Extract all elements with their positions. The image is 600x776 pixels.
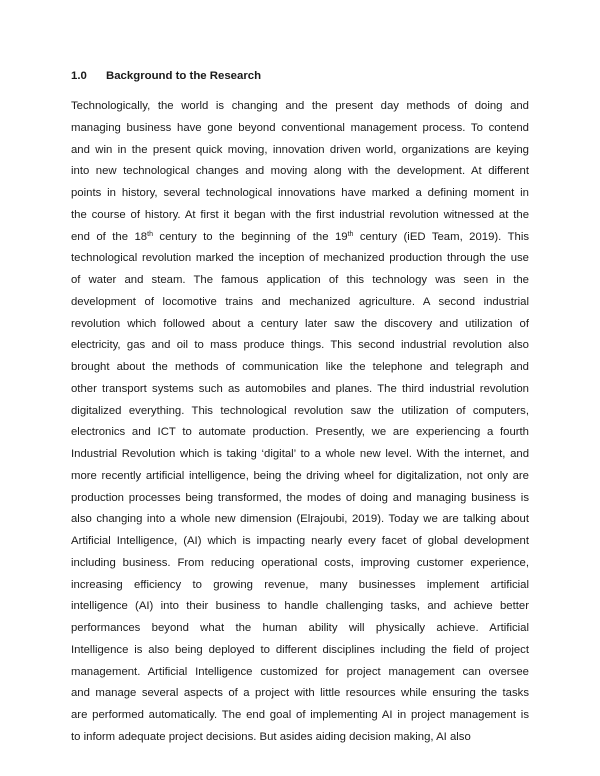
paragraph-line: Intelligence is also being deployed to different disciplines including the field of project [71,643,529,656]
paragraph-line: the course of history. At first it began with the first industrial revolution witnessed at the [71,208,529,221]
paragraph-line: other transport systems such as automobiles and planes. The third industrial revolution [71,382,529,395]
paragraph-line: electronics and ICT to automate production. Presently, we are experiencing a fourth [71,426,529,439]
superscript: th [147,230,153,238]
paragraph-line: electricity, gas and oil to mass produce things. This second industrial revolution also [71,339,529,352]
paragraph-line: management. Artificial Intelligence customized for project management can oversee [71,665,529,678]
section-number: 1.0 [71,70,87,82]
paragraph-line: Technologically, the world is changing and the present day methods of doing and [71,100,529,112]
section-heading [71,69,261,83]
paragraph-line: to inform adequate project decisions. But asides aiding decision making, AI also [71,730,471,743]
section-title: Background to the Research [106,70,262,82]
paragraph-line: technological revolution marked the inception of mechanized production through the use [71,252,529,265]
paragraph-line: managing business have gone beyond conventional management process. To contend [71,121,529,134]
line-text: century (iED Team, 2019). This [353,230,529,243]
paragraph-line: brought about the methods of communication like the telephone and telegraph and [71,361,529,373]
paragraph-line: of water and steam. The famous application of this technology was seen in the [71,274,529,286]
paragraph-line: are performed automatically. The end goal of implementing AI in project management is [71,709,529,721]
paragraph-line: intelligence (AI) into their business to handle challenging tasks, and achieve better [71,600,529,613]
paragraph-line: Artificial Intelligence, (AI) which is impacting nearly every facet of global development [71,535,529,547]
paragraph-line: points in history, several technological innovations have marked a defining moment in [71,187,529,199]
paragraph-line: increasing efficiency to growing revenue, many businesses implement artificial [71,578,529,591]
paragraph-line: and win in the present quick moving, innovation driven world, organizations are keying [71,143,529,156]
paragraph-line: Industrial Revolution which is taking ‘digital’ to a whole new level. With the internet, and [71,448,529,460]
paragraph-line: revolution which followed about a century later saw the discovery and utilization of [71,317,529,330]
paragraph-line: into new technological changes and moving along with the development. At different [71,165,529,178]
paragraph-line: including business. From reducing operational costs, improving customer experience, [71,556,529,569]
paragraph-line: also changing into a whole new dimension (Elrajoubi, 2019). Today we are talking about [71,513,529,526]
body-paragraph [71,96,529,749]
paragraph-line: digitalized everything. This technological revolution saw the utilization of computers, [71,404,529,417]
line-text: century to the beginning of the 19 [152,230,348,243]
paragraph-line-with-superscripts [71,227,529,249]
paragraph-line: and manage several aspects of a project with little resources while ensuring the tasks [71,687,529,700]
paragraph-line: production processes being transformed, the modes of doing and managing business is [71,491,529,504]
paragraph-line: more recently artificial intelligence, being the driving wheel for digitalization, not only are [71,469,529,482]
paragraph-line: performances beyond what the human ability will physically achieve. Artificial [71,622,529,634]
superscript: th [347,230,354,238]
paragraph-line: development of locomotive trains and mechanized agriculture. A second industrial [71,295,529,308]
line-text: end of the 18 [71,230,148,243]
